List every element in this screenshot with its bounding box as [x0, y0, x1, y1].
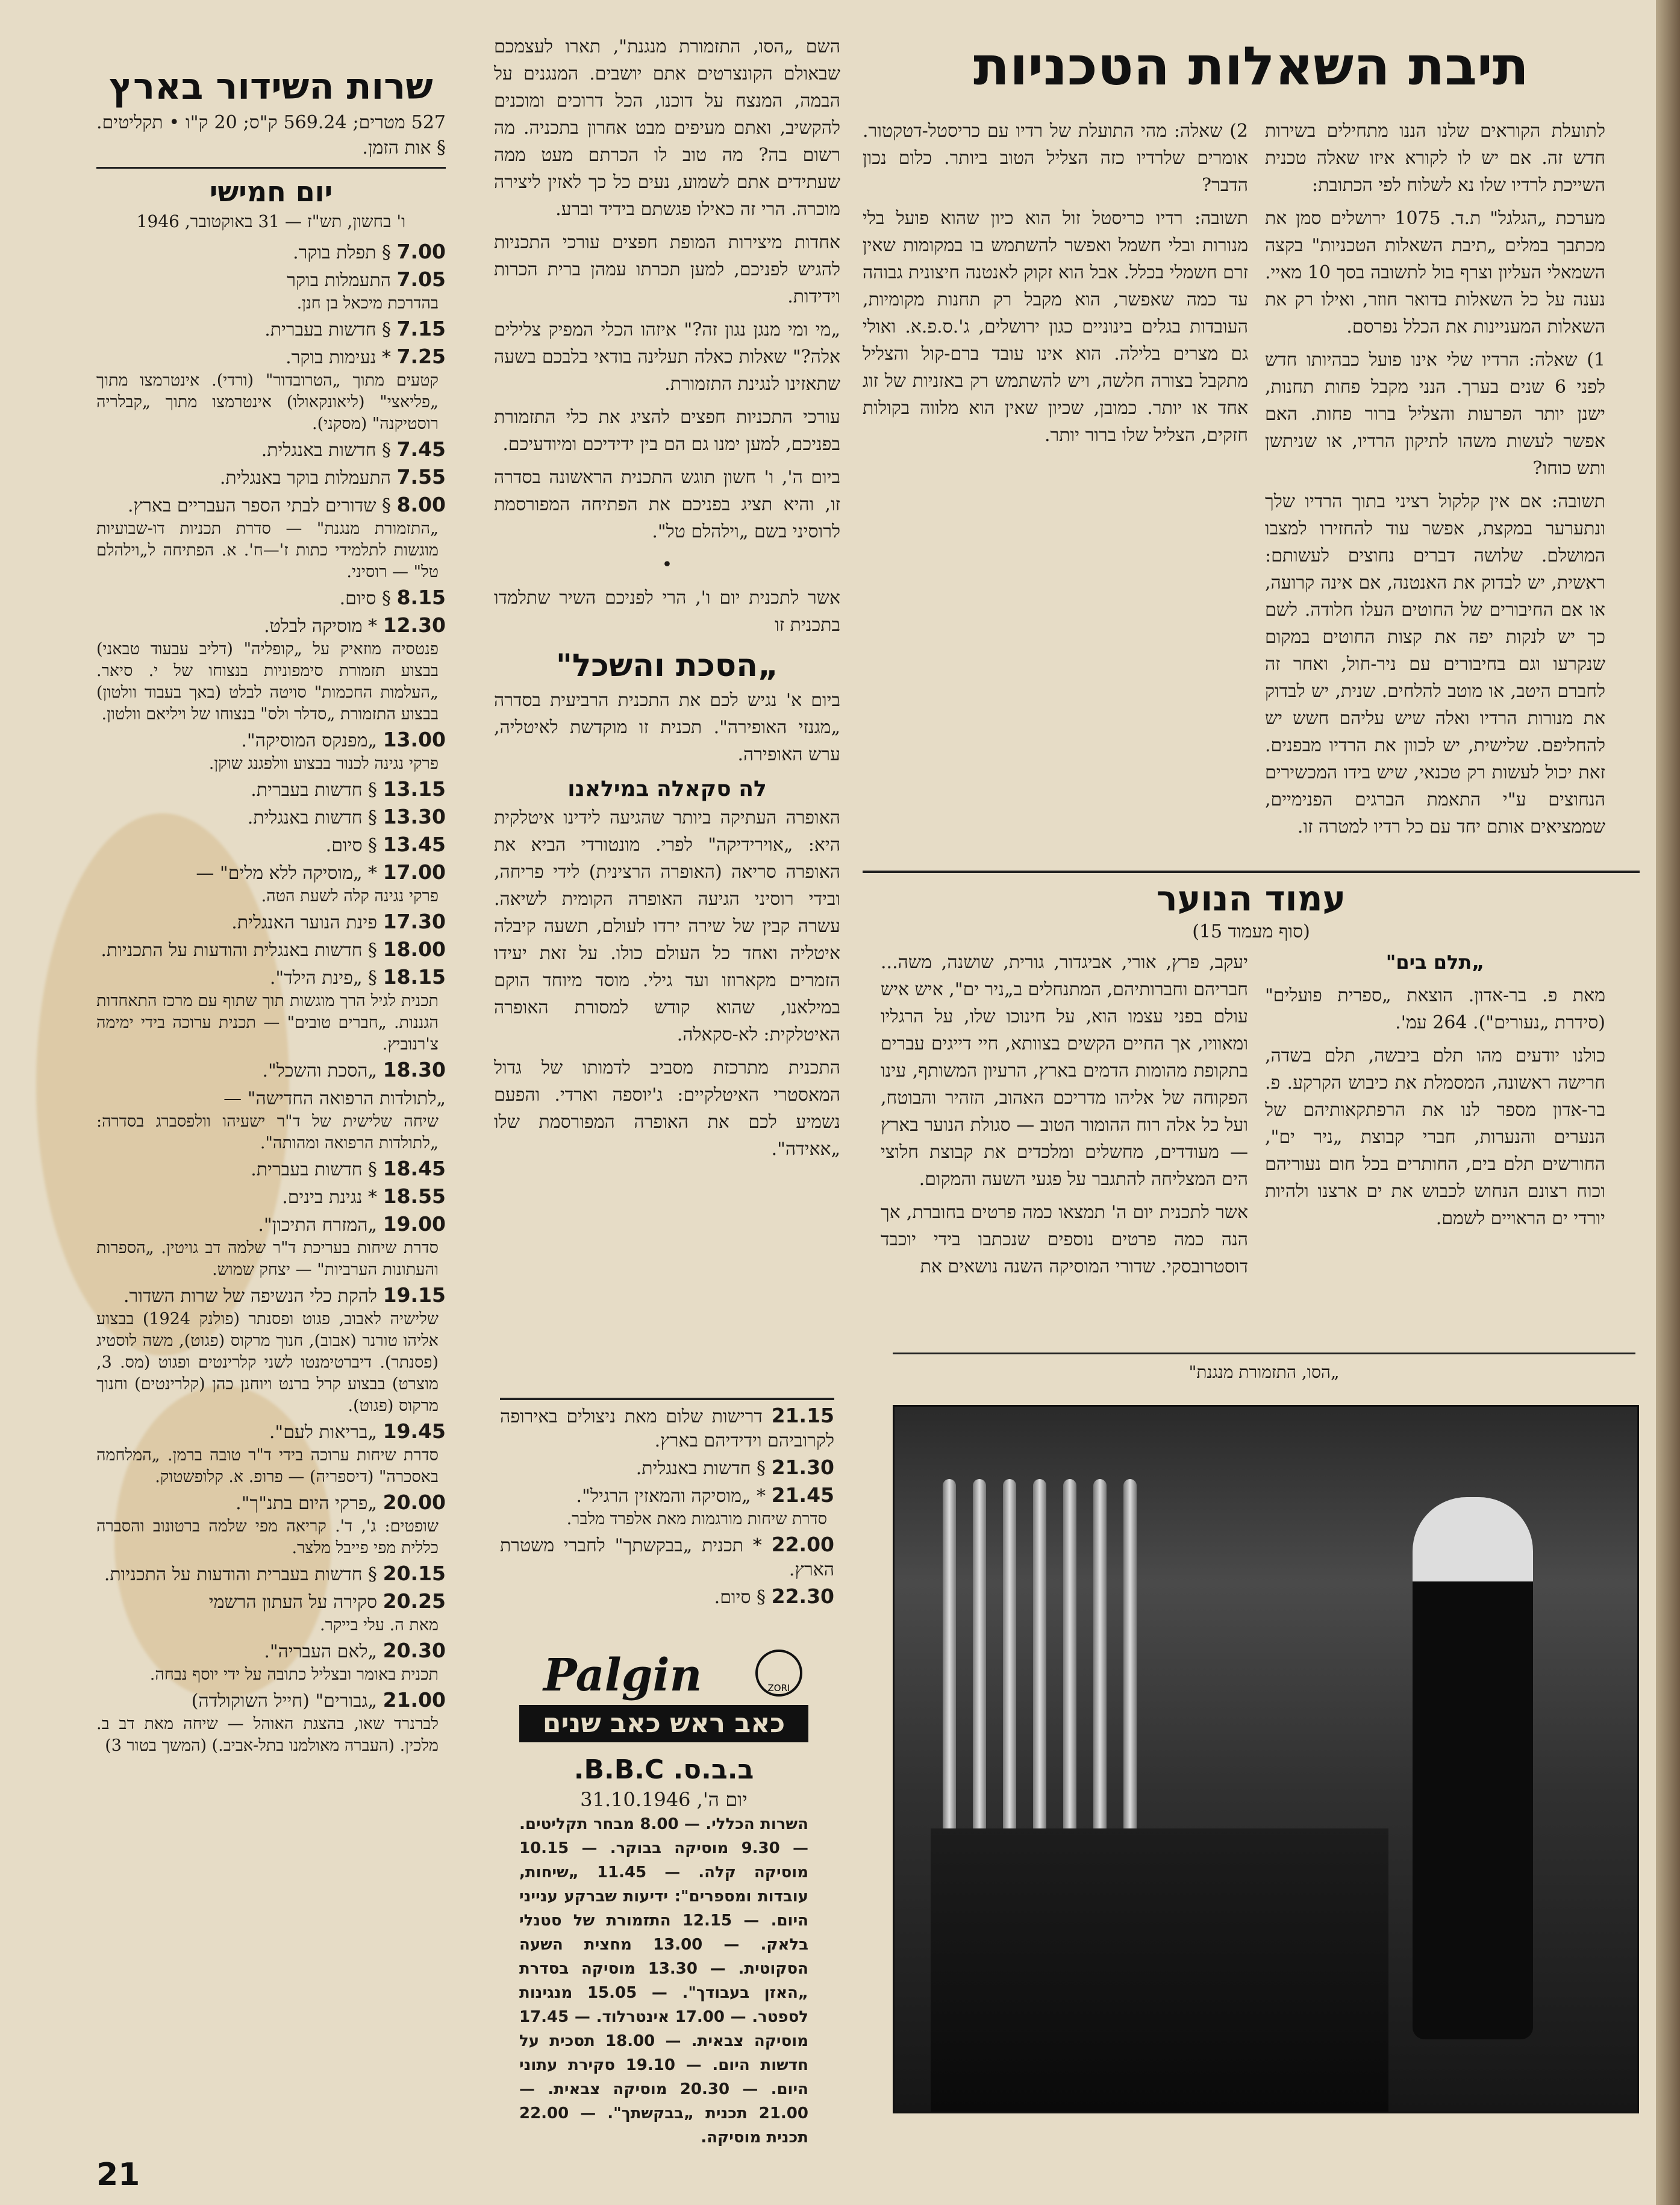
schedule-time: 13.45	[383, 833, 446, 856]
schedule-time: 7.00	[396, 240, 446, 263]
song-title: „הסכת והשכל"	[555, 648, 779, 684]
orchestra-paragraph: עורכי התכניות חפצים להציג את כלי התזמורת בפניכם, למען ימנו גם הם בין ידידיכם ומיודעיכם.	[494, 407, 840, 455]
schedule-description: בהדרכת מיכאל בן חנן.	[296, 294, 439, 313]
schedule-item	[96, 586, 446, 611]
palgin-brand: Palgin	[543, 1650, 702, 1701]
schedule-title: * נעימות בוקר.	[286, 347, 392, 368]
schedule-item	[96, 1490, 446, 1559]
schedule-time: 7.55	[396, 465, 446, 489]
broadcast-day: יום חמישי	[209, 175, 333, 208]
schedule-title: § חדשות בעברית.	[251, 780, 378, 801]
schedule-title: § „פינת הילד".	[269, 968, 378, 989]
bbc-title: ב.ב.ס. B.B.C.	[573, 1754, 754, 1785]
schedule-item	[96, 317, 446, 342]
schedule-description: שופטים: ג', ד'. קריאה מפי שלמה ברטונוב והסברה כללית מפי פייבל מלצר.	[96, 1517, 439, 1557]
schedule-time: 19.45	[383, 1419, 446, 1443]
tech-column-right-text	[1265, 117, 1605, 846]
schedule-time: 13.30	[383, 805, 446, 828]
schedule-time: 13.15	[383, 777, 446, 801]
schedule-description: פרקי נגינה לכנור בבצוע וולפגנג שוקן.	[208, 754, 439, 773]
schedule-title: התעמלות בוקר	[287, 270, 392, 291]
scala-paragraph: האופרה העתיקה ביותר שהגיעה לידינו איטלקית היא: „אוירידיקה" לפרי. מונטורדי הביא את האופרה סריאה (האופרה הרצינית) לידי פריחה, ובידי רוסיני הגיעה האופרה הקומית לשיאה. עשרה קבין של שירה ירדו לעולם, תשעה קיבלה איטליה ואחד כל העולם כולו. על זאת יעידו הזמרים מקארוזו ועד גילי. מוסד מיוחד הוקם במילאנו, שהוא קודש למסורת האופרה האיטלקית: לא-סקאלה.	[494, 807, 840, 1045]
schedule-title: פינת הנוער האנגלית.	[231, 912, 378, 933]
schedule-title: § סיום.	[339, 588, 392, 609]
schedule-item: 22.30 § סיום.	[714, 1584, 834, 1608]
schedule-item	[96, 1086, 446, 1154]
schedule-item: 22.00 * תכנית „בבקשתך" לחברי משטרת הארץ.	[500, 1533, 834, 1580]
youth-paragraph: יעקב, פרץ, אורי, אביגדור, גורית, שושנה, משה... חבריהם וחברותיהם, המתנחלים ב„ניר ים", איש איש עולם בפני עצמו הוא, על חינוכו שלו, על הרגליו ומאוויו, אך החיים הקשים בצוותא, חיי דייגים עברים בתקופת מהומות הדמים בארץ, הרעיון המשותף, עינו הפקוחה של אליהו מדריכם האהוב, הזהיר והבוטח, ועל כל אלה רוח ההומור הטוב — סגולת הנוער בארץ — מעודדים, מחשלים ומלכדים את קבוצת חלוצי הים המצליחה להתגבר על פגעי השעה והמקום.	[881, 952, 1248, 1190]
broadcast-column	[96, 63, 446, 1759]
schedule-title: „פרקי היום בתנ"ך".	[236, 1493, 378, 1514]
schedule-item	[96, 267, 446, 314]
schedule-title: התעמלות בוקר באנגלית.	[219, 468, 392, 489]
schedule-time: 17.30	[383, 910, 446, 933]
organ-pipe	[1093, 1479, 1107, 1865]
schedule-item	[96, 1419, 446, 1488]
organ-pipe	[943, 1479, 956, 1865]
schedule-description: קטעים מתוך „הטרובדור" (ורדי). אינטרמצו מתוך „פליאצי" (ליאונקאולו) אינטרמצו מתוך „קבלריה רוסטיקנה" (מסקני).	[96, 371, 439, 433]
song-paragraph: ביום א' נגיש לכם את התכנית הרביעית בסדרה „מגנזי האופירה". תכנית זו מוקדשת לאיטליה, ערש האופירה.	[494, 690, 840, 765]
schedule-title: להקת כלי הנשיפה של שרות השדור.	[123, 1286, 378, 1307]
organ-pipe	[1123, 1479, 1137, 1841]
broadcast-date: ו' בחשון, תש"ז — 31 באוקטובר, 1946	[136, 211, 406, 231]
schedule-title: * מוסיקה לבלט.	[264, 616, 378, 637]
schedule-title: § שדורים לבתי הספר העבריים בארץ.	[128, 495, 392, 516]
schedule-item	[96, 833, 446, 858]
schedule-title: * נגינת בינים.	[282, 1187, 378, 1208]
orchestra-column	[494, 33, 840, 1169]
schedule-item	[96, 965, 446, 1056]
musicians	[931, 1828, 1388, 2112]
palgin-slogan: כאב ראש כאב שנים	[519, 1705, 808, 1742]
continued-schedule	[500, 1404, 834, 1612]
schedule-title: § חדשות באנגלית.	[261, 440, 392, 461]
schedule-title: § חדשות בעברית והודעות על התכניות.	[104, 1564, 378, 1585]
schedule-description: שיחה שלישית של ד"ר ישעיהו וולפסברג בסדרה: „לתולדות הרפואה ומהותה".	[96, 1112, 439, 1153]
schedule-title: „הסכת והשכל".	[262, 1060, 378, 1081]
schedule-title: „המזרח התיכון".	[258, 1215, 378, 1236]
schedule-item	[96, 345, 446, 435]
schedule-time: 20.25	[383, 1589, 446, 1613]
schedule-title: * „מוסיקה ללא מלים" —	[196, 863, 378, 884]
schedule-time: 18.15	[383, 965, 446, 989]
section-divider	[863, 871, 1640, 873]
orchestra-paragraph: „מי ומי מנגן נגון זה?" איזהו הכלי המפיק צלילים אלה?" שאלות כאלה תעלינה בודאי בלבכם בשעה שתאזינו לנגינת התזמורת.	[494, 319, 840, 395]
schedule-time: 18.00	[383, 937, 446, 961]
schedule-time: 8.00	[396, 493, 446, 516]
schedule-title: „גבורים" (חייל השוקולדה)	[191, 1690, 378, 1712]
schedule-time: 7.45	[396, 437, 446, 461]
schedule-time: 7.25	[396, 345, 446, 368]
schedule-title: § חדשות באנגלית.	[247, 807, 378, 828]
schedule-title: § תפלת בוקר.	[293, 242, 392, 263]
schedule-time: 20.15	[383, 1562, 446, 1585]
schedule-description: תכנית לגיל הרך מוגשות תוך שתוף עם מרכז התאחדות הגננות. „חברים טובים" — תכנית ערוכה בידי ימימה צ'רנוביץ.	[96, 992, 439, 1054]
page-number: 21	[96, 2157, 140, 2193]
schedule-title: „לתולדות הרפואה החדישה" —	[223, 1088, 446, 1109]
tech-column-title: תיבת השאלות הטכניות	[973, 35, 1529, 97]
scala-title: לה סקאלה במילאנו	[567, 777, 767, 801]
schedule-item	[96, 728, 446, 775]
conductor-figure	[1413, 1497, 1533, 2039]
bbc-date: יום ה', 31.10.1946	[580, 1788, 748, 1811]
tech-paragraph: תשובה: רדיו כריסטל זול הוא כיון שהוא פועל בלי מנורות ובלי חשמל ואפשר להשתמש בו במקומות שאין זרם חשמלי בכלל. אבל הוא זקוק לאנטנה חיצונית גבוהה עד כמה שאפשר, הוא מקבל רק תחנות מקומיות, העובדות בגלים בינוניים כגון ירושלים, ג'.ס.פ.א. ואולי גם מצרים בלילה. הוא אינו עובד ברם-קול והצליל מתקבל בצורה חלשה, ויש להשתמש רק באזניות של זוג אחד או יותר. כמובן, שכיון שאין הוא מלווה בקולות חזקים, הצליל שלו ברור יותר.	[863, 208, 1248, 446]
youth-subtitle: (סוף מעמוד 15)	[1192, 921, 1310, 942]
schedule-item: 21.15 דרישות שלום מאת ניצולים באירופה לקרוביהם וידידיהם בארץ.	[500, 1404, 834, 1451]
youth-section	[863, 877, 1640, 949]
schedule-item	[96, 1184, 446, 1210]
schedule-item	[96, 437, 446, 463]
schedule-divider	[500, 1398, 834, 1400]
schedule-item	[96, 613, 446, 725]
tech-column	[863, 33, 1640, 110]
broadcast-schedule	[96, 240, 446, 1757]
broadcast-frequency: 527 מטרים; 569.24 ק"ס; 20 ק"ו • תקליטים. § אות הזמן.	[96, 112, 446, 158]
youth-title: עמוד הנוער	[1156, 878, 1346, 919]
schedule-description: לברנרד שאו, בהצגת האוהל — שיחה מאת דב ב. מלכין. (העברה מאולמנו בתל-אביב.) (המשך בטור 3)	[96, 1715, 439, 1755]
orchestra-paragraph: אחדות מיצירות המופת חפצים עורכי התכניות להגיש לפניכם, למען תכרתו עמהן ברית הכרות וידידות.	[494, 232, 840, 307]
schedule-description: סדרת שיחות בעריכת ד"ר שלמה דב גויטין. „הספרות והעתונות הערביות" — יצחק שמוש.	[96, 1239, 439, 1279]
photo-caption: „הסו, התזמורת מנגנת"	[1188, 1362, 1340, 1382]
tech-paragraph: תשובה: אם אין קלקול רציני בתוך הרדיו שלך ונתערער במקצת, אפשר עוד להחזירו למצבו המושלם. שלושה דברים נחוצים לעשותם: ראשית, יש לבדוק את האנטנה, אם אינה קרועה, או אם החיבורים של החוטים העלו חלודה. לשם כך יש לנקות יפה את קצות החוטים במקום שנקרעו וגם בחיבורים עם ניר-חול, ואחר זה לחברם היטב, או מוטב להלחים. שנית, יש לבדוק את מנורות הרדיו ואלה שיש עליהם חשש יש להחליפם. שלישית, יש לכוון את הרדיו מבפנים. זאת יכול לעשות רק טכנאי, שיש בידו המכשירים הנחוצים ע"י התאמת הברגים הפנימיים, שממציאים אותם יחד עם כל רדיו למטרה זו.	[1265, 491, 1605, 837]
schedule-item	[96, 1283, 446, 1417]
bbc-schedule	[519, 1753, 808, 2156]
orchestra-paragraph: השם „הסו, התזמורת מנגנת", תארו לעצמכם שבאולם הקונצרטים אתם יושבים. המנגנים על הבמה, המנצח על דוכנו, הכל דרוכים ומוכנים להקשיב, ואתם מעיפים מבט אחרון בתכניה. מה רשום בה? מה טוב לו הכרתם מעט ממה שעתידים אתם לשמוע, נעים כל כך לאזין ליצירה מוכרה. הרי זה כאילו פגשתם בידיד וברע.	[494, 36, 840, 220]
schedule-time: 7.15	[396, 317, 446, 340]
schedule-item	[96, 1688, 446, 1757]
schedule-description: תכנית באומר ובצליל כתובה על ידי יוסף נבחה.	[149, 1665, 439, 1684]
scala-paragraph: התכנית מתרכזת מסביב לדמותו של גדול המאסטרי האיטלקיים: ג'יוספה וארדי. והפעם נשמיע לכם את האופרה המפורסמת שלו „אאידה".	[494, 1057, 840, 1160]
schedule-item	[96, 805, 446, 830]
schedule-item	[96, 493, 446, 583]
zori-logo: ZORI	[755, 1650, 802, 1697]
schedule-description: סדרת שיחות ערוכה בידי ד"ר טובה ברמן. „המלחמה באסכרה" (דיספריה) — פרופ. א. קלופשטוק.	[96, 1446, 439, 1486]
palgin-advertisement	[519, 1650, 808, 1746]
tech-paragraph: מערכת „הגלגל" ת.ד. 1075 ירושלים סמן את מכתבך במלים „תיבת השאלות הטכניות" בקצה השמאלי העליון וצרף בול לתשובה בסך 10 מאיי. נענה על כל השאלות בדואר חוזר, ואילו רק את השאלות המעניינות את הכלל נפרסם.	[1265, 208, 1605, 337]
schedule-time: 20.30	[383, 1639, 446, 1662]
schedule-item	[96, 777, 446, 802]
youth-right-text	[1265, 949, 1605, 1238]
schedule-time: 18.45	[383, 1157, 446, 1180]
schedule-title: § חדשות באנגלית והודעות על התכניות.	[101, 940, 378, 961]
schedule-item	[96, 465, 446, 490]
schedule-title: סקירה על העתון הרשמי	[208, 1592, 378, 1613]
schedule-time: 8.15	[396, 586, 446, 609]
schedule-item	[96, 1212, 446, 1281]
schedule-time: 18.55	[383, 1184, 446, 1208]
broadcast-title: שרות השידור בארץ	[109, 66, 433, 108]
schedule-time: 7.05	[396, 267, 446, 291]
tech-paragraph: לתועלת הקוראים שלנו הננו מתחילים בשירות חדש זה. אם יש לו לקורא איזו שאלה טכנית השייכת לרדיו שלו נא לשלוח לפי הכתובת:	[1265, 120, 1605, 196]
schedule-item	[96, 860, 446, 907]
youth-left-text	[881, 949, 1248, 1286]
broadcast-rule	[96, 167, 446, 169]
schedule-title: „לאם העבריה".	[264, 1641, 378, 1662]
schedule-description: פרקי נגינה קלה לשעת הטה.	[261, 887, 439, 905]
youth-paragraph: כולנו יודעים מהו תלם ביבשה, תלם בשדה, חרישה ראשונה, המסמלת את כיבוש הקרקע. פ. בר-אדון מספר לנו את הרפתקאותיהם של הנערים והנערות, חברי קבוצת „ניר ים", החורשים תלם בים, החותרים בכל חום נעוריהם וכוח רצונם הנחוש לכבוש את ים ארצנו ולהיות יורדי ים הראויים לשמם.	[1265, 1045, 1605, 1229]
bullet-separator: •	[661, 554, 673, 575]
schedule-title: § סיום.	[325, 835, 378, 856]
schedule-title: „בריאות לעם".	[269, 1422, 378, 1443]
schedule-time: 12.30	[383, 613, 446, 637]
schedule-item	[96, 910, 446, 935]
schedule-item	[96, 937, 446, 963]
organ-pipe	[1003, 1479, 1016, 1877]
schedule-title: „מפנקס המוסיקה".	[241, 730, 378, 751]
youth-paragraph: מאת פ. בר-אדון. הוצאת „ספרית פועלים" (סידרת „נעורים"). 264 עמ'.	[1265, 985, 1605, 1033]
schedule-description: „התזמורת מנגנת" — סדרת תכניות דו-שבועיות מוגשות לתלמידי כתות ז'—ח'. א. הפתיחה ל„וילהלם טל" — רוסיני.	[96, 519, 439, 581]
schedule-time: 13.00	[383, 728, 446, 751]
orchestra-paragraph: אשר לתכנית יום ו', הרי לפניכם השיר שתלמדו בתכנית זו	[494, 587, 840, 636]
schedule-item	[96, 1589, 446, 1636]
schedule-time: 19.15	[383, 1283, 446, 1307]
youth-paragraph: אשר לתכנית יום ה' תמצאו כמה פרטים בחוברת, אך הנה כמה פרטים נוספים שנכתבו בידי יוכבד דוסטרובסקי. שדורי המוסיקה השנה נושאים את	[881, 1202, 1248, 1277]
schedule-item	[96, 240, 446, 265]
schedule-title: § חדשות בעברית.	[251, 1159, 378, 1180]
schedule-time: 19.00	[383, 1212, 446, 1236]
schedule-time: 21.00	[383, 1688, 446, 1712]
photo-rule	[893, 1353, 1635, 1354]
tech-paragraph: 2) שאלה: מהי התועלת של רדיו עם כריסטל-דטקטור. אומרים שלרדיו כזה הצליל הטוב ביותר. כלום נכון הדבר?	[863, 120, 1248, 196]
book-title: „תלם בים"	[1385, 951, 1485, 974]
schedule-description: פנטסיה מוזאיק על „קופליה" (דליב עבעוד טבאני) בבצוע תזמורת סימפוניות בנצוחו של י. סיאר. „העלמות החכמות" סויטה לבלט (באך בעבוד וולטון) בבצוע התזמורת „סדלר ולס" בנצוחו של ויליאם וולטון.	[96, 640, 439, 724]
schedule-item	[96, 1562, 446, 1587]
schedule-time: 18.30	[383, 1058, 446, 1081]
schedule-item	[96, 1157, 446, 1182]
tech-paragraph: 1) שאלה: הרדיו שלי אינו פועל כבהיותו חדש לפני 6 שנים בערך. הנני מקבל פחות תחנות, ישנן יותר הפרעות והצליל ברור פחות. האם אפשר לעשות משהו לתיקון הרדיו, או שניתשן ותש כוחו?	[1265, 349, 1605, 479]
schedule-item	[96, 1058, 446, 1083]
orchestra-photo	[893, 1405, 1639, 2113]
schedule-item: 21.30 § חדשות באנגלית.	[635, 1456, 834, 1479]
schedule-description: שלישיה לאבוב, פגוט ופסנתר (פולנק 1924) בבצוע אליהו טורנר (אבוב), חנוך מרקוס (פגוט), משה לוסטיג (פסנתר). דיברטימנטו לשני קלרינטים ופגוט (מס. 3, מוצרט) בבצוע קרל ברנט ויוחנן כהן (קלרינטים) וחנוך מרקוס (פגוט).	[96, 1310, 439, 1415]
schedule-time: 20.00	[383, 1490, 446, 1514]
orchestra-paragraph: ביום ה', ו' חשון תוגש התכנית הראשונה בסדרה זו, והיא תציג בפניכם את הפתיחה המפורסמת לרוסיני בשם „וילהלם טל".	[494, 467, 840, 542]
bbc-program-text: השרות הכללי. — 8.00 מבחר תקליטים. — 9.30 מוסיקה בבוקר. — 10.15 מוסיקה קלה. — 11.45 „שיחות, עובדות ומספרים": ידיעות שברקע ענייני היום. — 12.15 התזמורת של סטנלי בלאק. — 13.00 מחצית השעה הסקוטית. — 13.30 מוסיקה בסדרת „האזן בעבודך". — 15.05 מנגינות לספטר. — 17.00 אינטרלוד. — 17.45 מוסיקה צבאית. — 18.00 תסכית על חדשות היום. — 19.10 סקירת עתוני היום. — 20.30 מוסיקה צבאית. — 21.00 תכנית „בבקשתך". — 22.00 תכנית מוסיקה.	[519, 1815, 809, 2147]
schedule-time: 17.00	[383, 860, 446, 884]
schedule-description: מאת ה. עלי בייקר.	[320, 1616, 439, 1634]
schedule-item	[96, 1639, 446, 1686]
schedule-item: 21.45 * „מוסיקה והמאזין הרגיל". סדרת שיחות מורגמות מאת אלפרד מלבר.	[566, 1483, 834, 1528]
schedule-title: § חדשות בעברית.	[264, 319, 392, 340]
organ-pipe	[1063, 1479, 1076, 1889]
binding-shadow	[1656, 0, 1680, 2205]
tech-column-left-text	[863, 117, 1248, 455]
